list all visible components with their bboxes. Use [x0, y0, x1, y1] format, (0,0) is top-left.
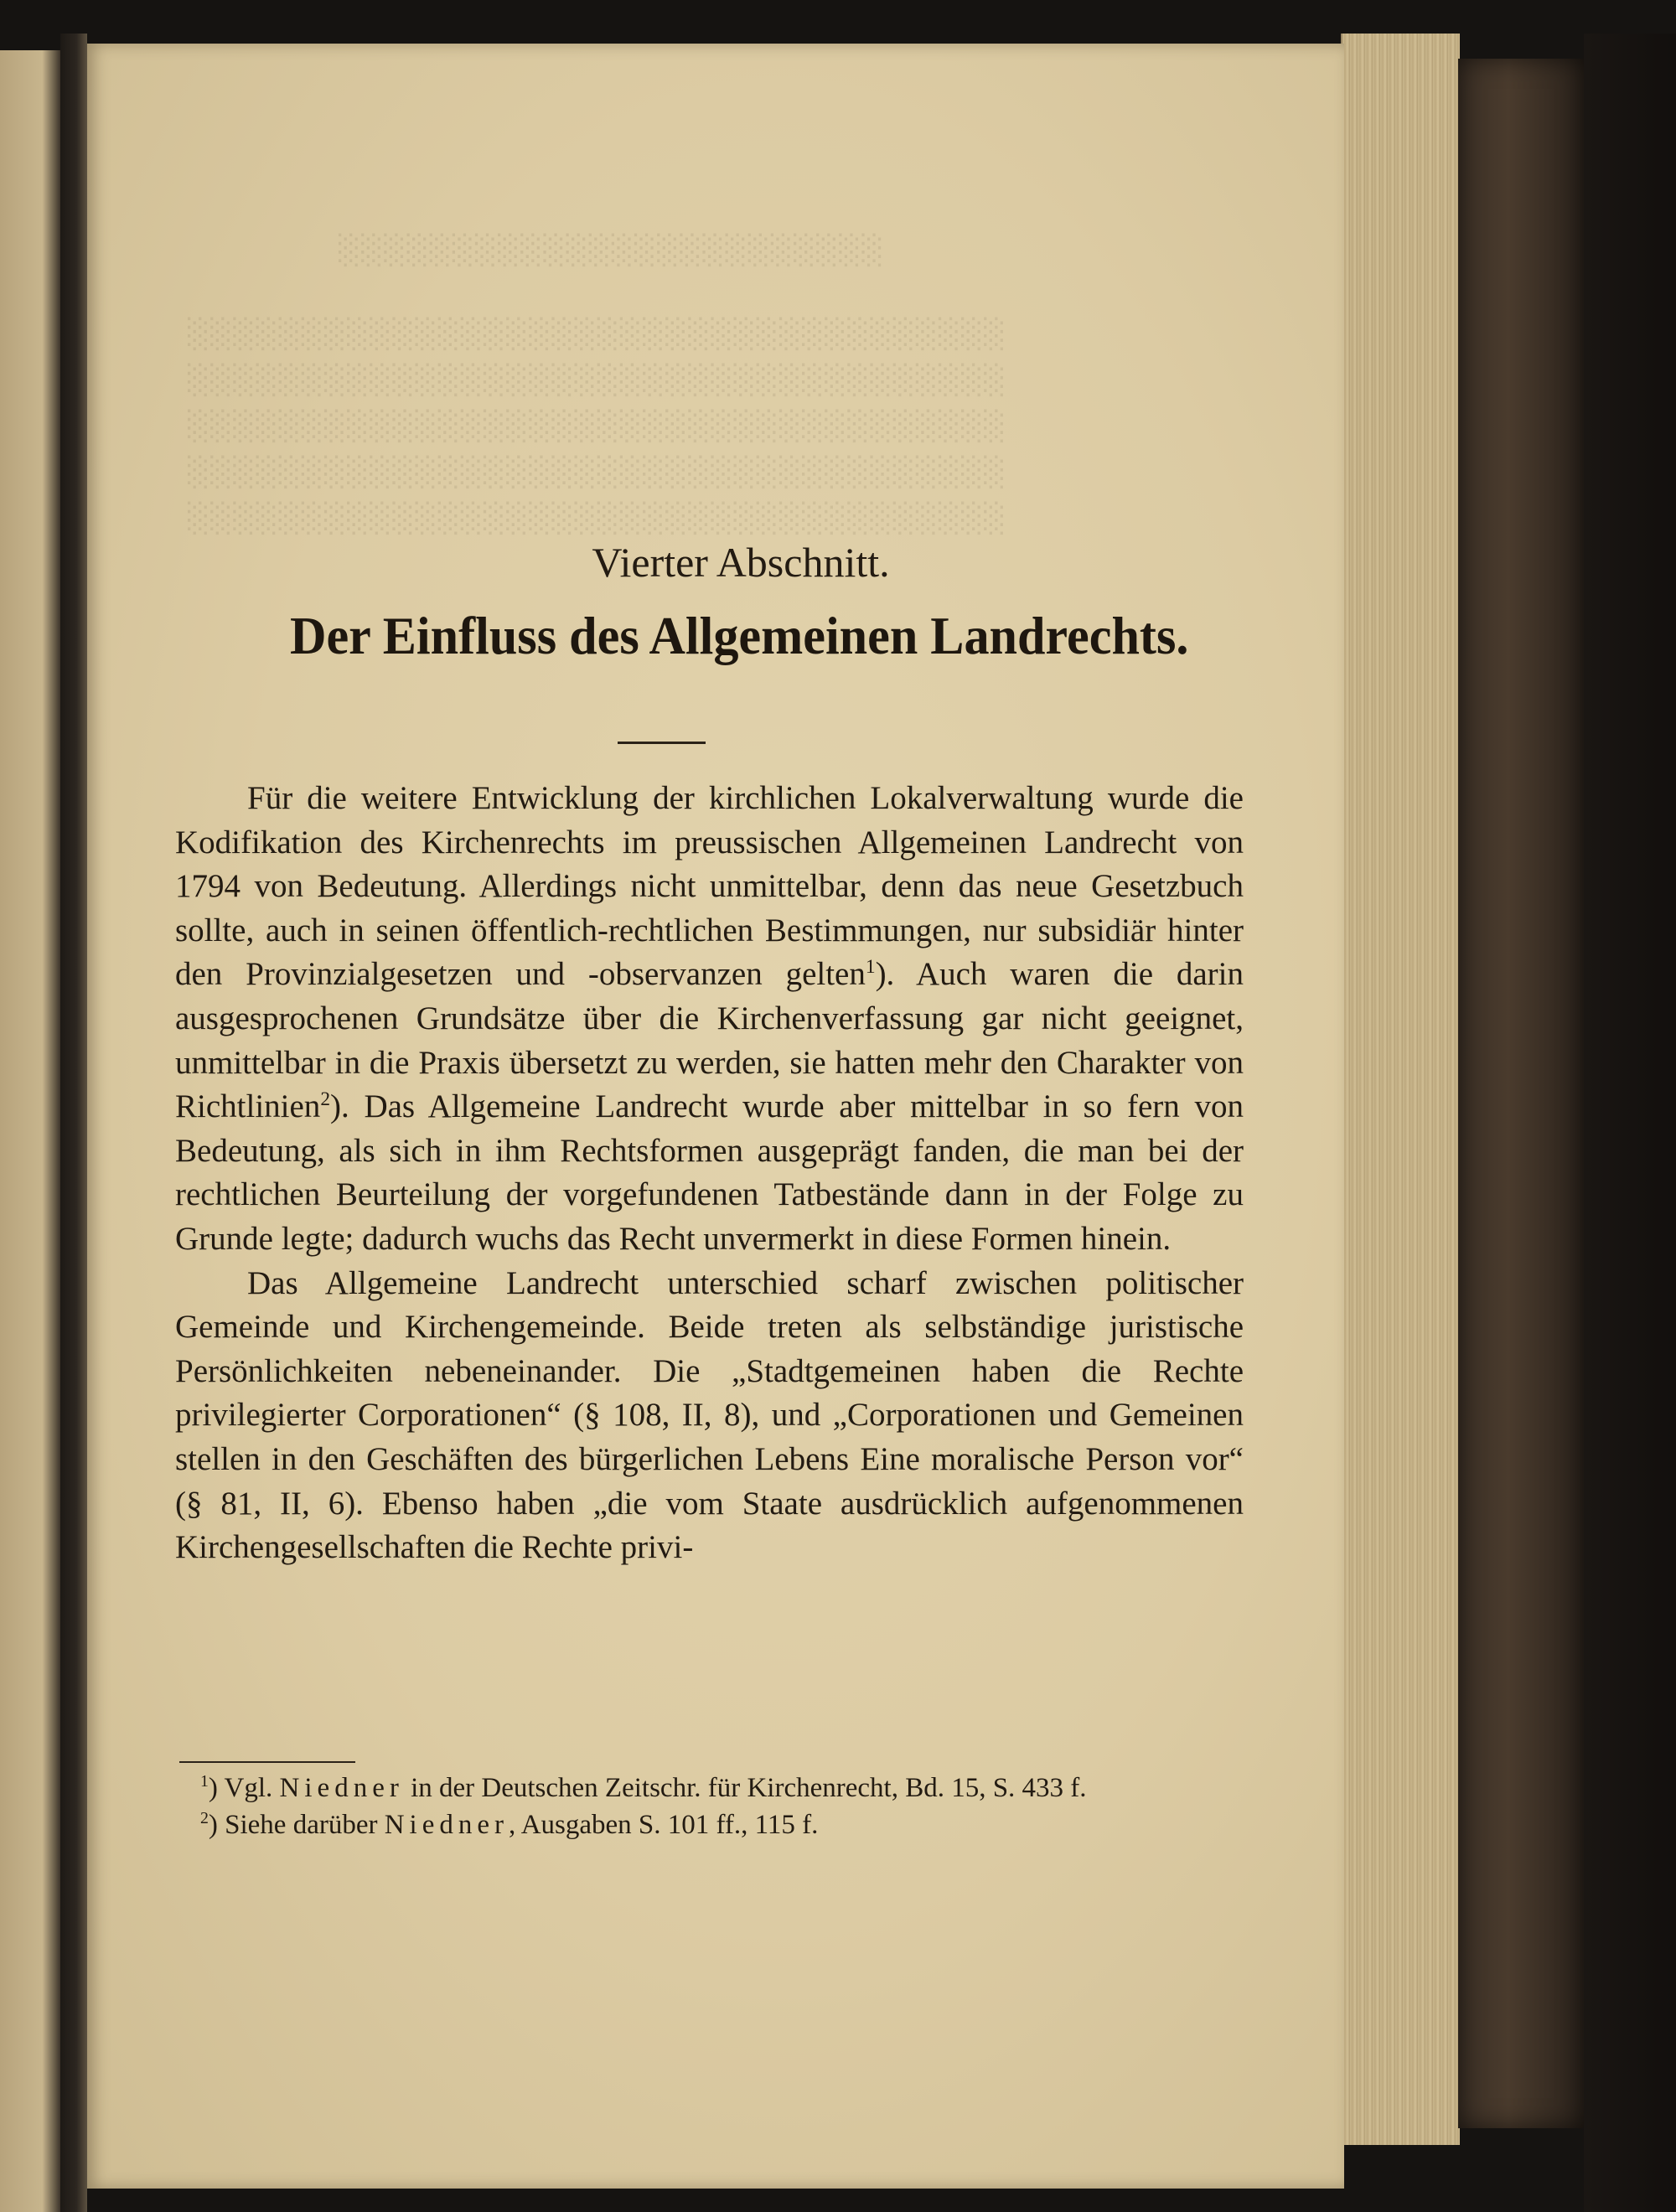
- chapter-title: Der Einfluss des Allgemeinen Landrechts.: [290, 606, 1189, 665]
- book-page: [87, 44, 1344, 2189]
- footnote-ref-2: 2: [320, 1088, 331, 1111]
- bleed-through-6: ░░░░░░░░░░░░░░░░░░░░░░░░░░░░░░░░░░░░: [188, 502, 1007, 535]
- paragraph-1-part-a: Für die weitere Entwicklung der kirchlichen Lokalverwaltung wurde die Kodifikation des Kirchenrechts im preussischen Allgemeinen Landrecht von 1794 von Bedeutung. Allerdings nicht unmittelbar, denn das neue Gesetzbuch sollte, auch in seinen öffentlich-rechtlichen Bestimmungen, nur subsidiär hinter den Provinzialgesetzen und -observanzen gelten: [175, 780, 1244, 993]
- footnote-1: [175, 1770, 1244, 1806]
- footnote-2-after: , Ausgaben S. 101 ff., 115 f.: [509, 1810, 819, 1840]
- footnote-2-mark: 2: [200, 1809, 209, 1827]
- footnote-1-after: in der Deutschen Zeitschr. für Kirchenrecht, Bd. 15, S. 433 f.: [403, 1773, 1087, 1803]
- section-label: Vierter Abschnitt.: [592, 539, 890, 586]
- title-rule: [618, 742, 706, 744]
- book-gutter: [60, 34, 87, 2212]
- background-edge: [1584, 34, 1676, 2212]
- footnote-2: [175, 1806, 1244, 1843]
- footnotes: [175, 1770, 1244, 1843]
- footnote-1-author: Niedner: [279, 1773, 404, 1803]
- paragraph-1-part-b: ). Auch waren die darin ausgesprochenen Grundsätze über die Kirchenverfassung gar nicht geeignet, unmittelbar in die Praxis übersetzt zu werden, sie hatten mehr den Charakter von Richtlinien: [175, 956, 1244, 1125]
- footnote-ref-1: 1: [865, 956, 876, 979]
- body-text: [175, 777, 1244, 1570]
- facing-page-edge: [0, 50, 60, 2212]
- paragraph-1-part-c: ). Das Allgemeine Landrecht wurde aber mittelbar in so fern von Bedeutung, als sich in ihm Rechtsformen ausgeprägt fanden, die man bei der rechtlichen Beurteilung der vorgefundenen Tatbestände dann in der Folge zu Grunde legte; dadurch wuchs das Recht unvermerkt in diese Formen hinein.: [175, 1088, 1244, 1257]
- bleed-through-4: ░░░░░░░░░░░░░░░░░░░░░░░░░░░░░░░░░░░░: [188, 410, 1007, 443]
- bleed-through-5: ░░░░░░░░░░░░░░░░░░░░░░░░░░░░░░░░░░░░: [188, 456, 1007, 489]
- bleed-through-2: ░░░░░░░░░░░░░░░░░░░░░░░░░░░░░░░░░░░░: [188, 318, 1007, 351]
- footnote-rule: [179, 1761, 355, 1763]
- paragraph-2: Das Allgemeine Landrecht unterschied scharf zwischen politischer Gemeinde und Kirchengemeinde. Beide treten als selbständige juristische Persönlichkeiten nebeneinander. Die „Stadtgemeinen haben die Rechte privilegierter Corporationen“ (§ 108, II, 8), und „Corporationen und Gemeinen stellen in den Geschäften des bürgerlichen Lebens Eine moralische Person vor“ (§ 81, II, 6). Ebenso haben „die vom Staate ausdrücklich aufgenommenen Kirchengesellschaften die Rechte privi-: [175, 1264, 1244, 1566]
- bleed-through-1: ░░░░░░░░░░░░░░░░░░░░░░░░: [339, 234, 885, 267]
- footnote-1-mark: 1: [200, 1772, 209, 1791]
- footnote-2-author: Niedner: [384, 1810, 510, 1840]
- book-cover-board: [1458, 59, 1584, 2128]
- footnote-1-before: ) Vgl.: [208, 1773, 280, 1803]
- bleed-through-3: ░░░░░░░░░░░░░░░░░░░░░░░░░░░░░░░░░░░░: [188, 364, 1007, 397]
- footnote-2-before: ) Siehe darüber: [208, 1810, 385, 1840]
- page-stack-edge: [1341, 34, 1460, 2145]
- paragraph-1: [175, 777, 1244, 1262]
